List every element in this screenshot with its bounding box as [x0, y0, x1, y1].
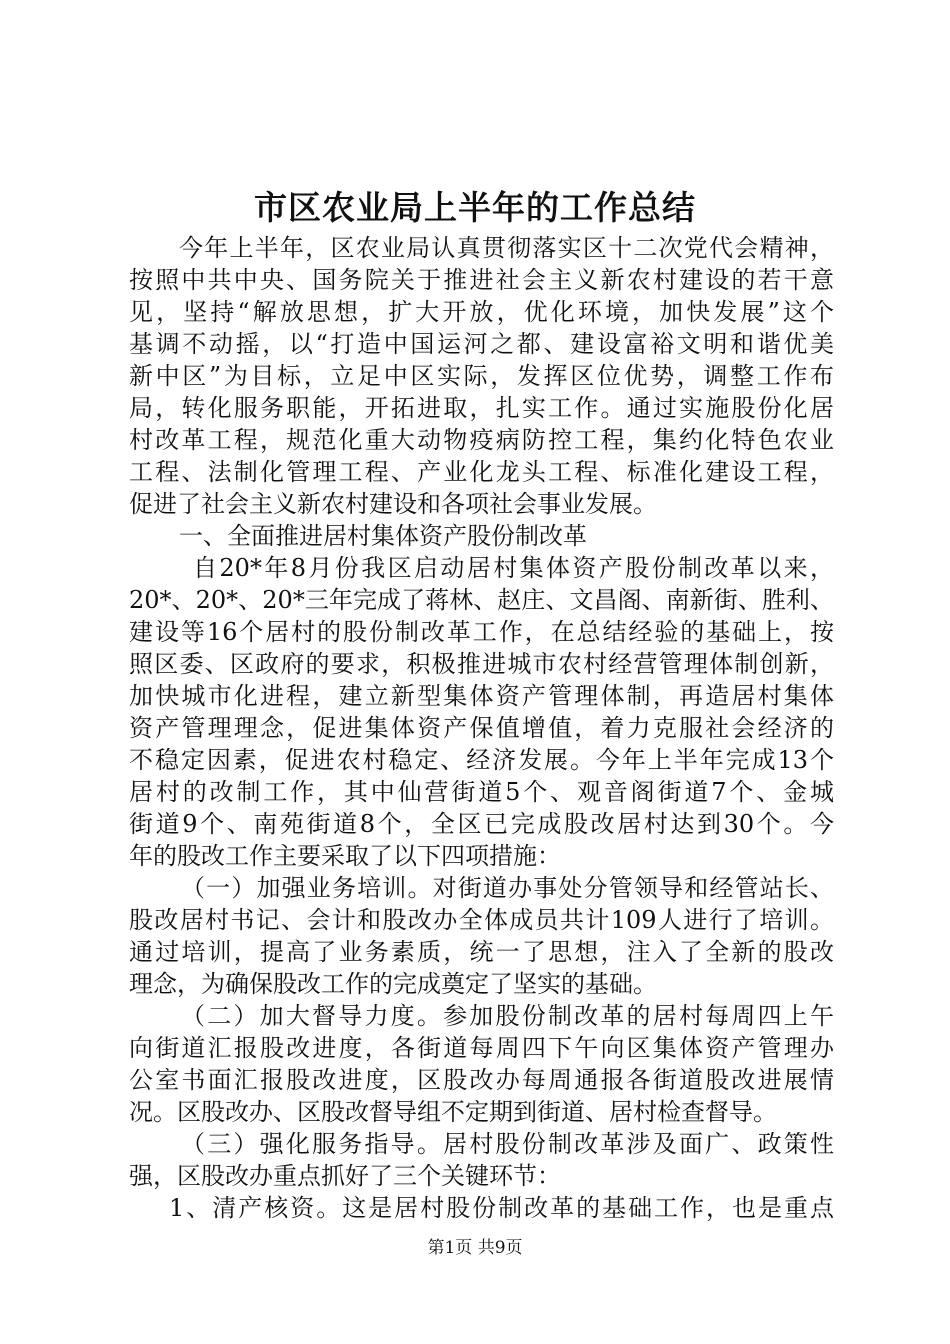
text-line: 居村的改制工作，其中仙营街道5个、观音阁街道7个、金城	[129, 778, 834, 806]
text-line: 建设等16个居村的股份制改革工作，在总结经验的基础上，按	[129, 618, 834, 646]
document-body	[129, 232, 834, 1224]
text-line: 不稳定因素，促进农村稳定、经济发展。今年上半年完成13个	[129, 746, 834, 774]
text-line: 通过培训，提高了业务素质，统一了思想，注入了全新的股改	[129, 938, 834, 966]
text-line: 照区委、区政府的要求，积极推进城市农村经营管理体制创新，	[129, 650, 834, 678]
text-line: 见，坚持“解放思想，扩大开放，优化环境，加快发展”这个	[129, 298, 834, 326]
text-line: 按照中共中央、国务院关于推进社会主义新农村建设的若干意	[129, 266, 834, 294]
text-line: 工程、法制化管理工程、产业化龙头工程、标准化建设工程，	[129, 458, 834, 486]
text-line: 基调不动摇，以“打造中国运河之都、建设富裕文明和谐优美	[129, 330, 834, 358]
page-number-footer: 第1页 共9页	[427, 1238, 523, 1258]
text-line: 向街道汇报股改进度，各街道每周四下午向区集体资产管理办	[129, 1034, 834, 1062]
text-line: 促进了社会主义新农村建设和各项社会事业发展。	[129, 490, 657, 518]
text-line: 今年上半年，区农业局认真贯彻落实区十二次党代会精神，	[179, 234, 834, 262]
text-line: 新中区”为目标，立足中区实际，发挥区位优势，调整工作布	[129, 362, 834, 390]
text-line: 年的股改工作主要采取了以下四项措施：	[129, 842, 561, 870]
text-line: （一）加强业务培训。对街道办事处分管领导和经管站长、	[181, 874, 834, 902]
text-line: 加快城市化进程，建立新型集体资产管理体制，再造居村集体	[129, 682, 834, 710]
text-line: 1、清产核资。这是居村股份制改革的基础工作，也是重点	[169, 1194, 834, 1222]
text-line: 街道9个、南苑街道8个，全区已完成股改居村达到30个。今	[129, 810, 834, 838]
text-line: （二）加大督导力度。参加股份制改革的居村每周四上午	[181, 1002, 834, 1030]
text-line: 公室书面汇报股改进度，区股改办每周通报各街道股改进展情	[129, 1066, 834, 1094]
document-title: 市区农业局上半年的工作总结	[254, 188, 696, 227]
text-line: 况。区股改办、区股改督导组不定期到街道、居村检查督导。	[129, 1098, 777, 1126]
text-line: 20*、20*、20*三年完成了蒋林、赵庄、文昌阁、南新街、胜利、	[129, 586, 834, 614]
text-line: 自20*年8月份我区启动居村集体资产股份制改革以来，	[193, 554, 834, 582]
text-line: 局，转化服务职能，开拓进取，扎实工作。通过实施股份化居	[129, 394, 834, 422]
text-line: 强，区股改办重点抓好了三个关键环节：	[129, 1162, 561, 1190]
text-line: 股改居村书记、会计和股改办全体成员共计109人进行了培训。	[129, 906, 834, 934]
text-line: 理念，为确保股改工作的完成奠定了坚实的基础。	[129, 970, 657, 998]
text-line: 村改革工程，规范化重大动物疫病防控工程，集约化特色农业	[129, 426, 834, 454]
section-heading: 一、全面推进居村集体资产股份制改革	[179, 522, 587, 550]
text-line: （三）强化服务指导。居村股份制改革涉及面广、政策性	[181, 1130, 834, 1158]
text-line: 资产管理理念，促进集体资产保值增值，着力克服社会经济的	[129, 714, 834, 742]
